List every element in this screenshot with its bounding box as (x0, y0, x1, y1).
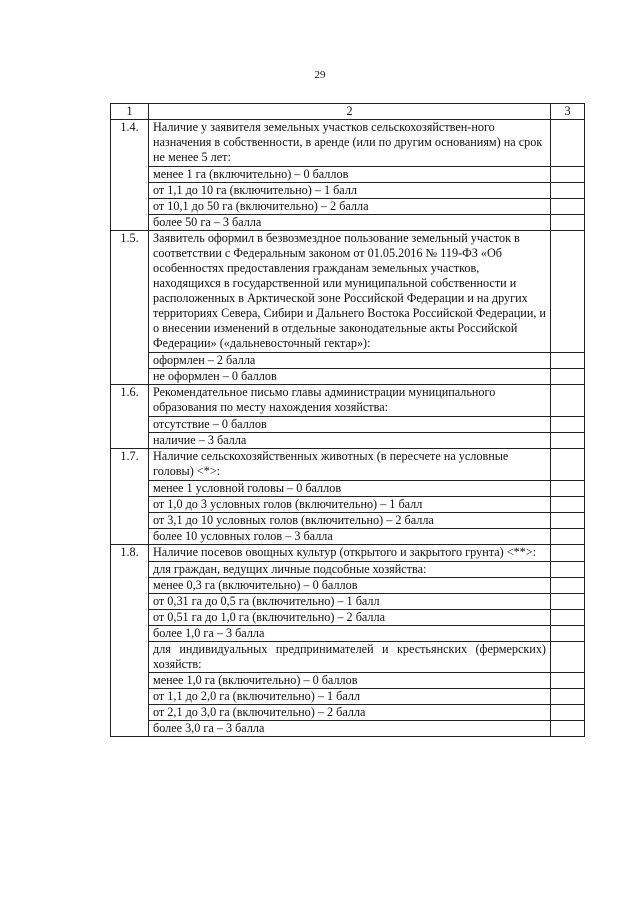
score-cell (551, 369, 585, 385)
option-text: менее 0,3 га (включительно) – 0 баллов (149, 578, 551, 594)
subgroup-heading: для граждан, ведущих личные подсобные хозяйства: (149, 562, 551, 578)
option-row (111, 513, 585, 529)
option-row (111, 705, 585, 721)
option-row (111, 353, 585, 369)
score-cell (551, 529, 585, 545)
option-text: от 0,51 га до 1,0 га (включительно) – 2 балла (149, 610, 551, 626)
score-cell (551, 449, 585, 481)
score-cell (551, 385, 585, 417)
table-header-row (111, 104, 585, 120)
criterion-number: 1.5. (111, 231, 149, 385)
score-cell (551, 167, 585, 183)
criterion-number: 1.4. (111, 120, 149, 231)
option-text: более 3,0 га – 3 балла (149, 721, 551, 737)
option-text: наличие – 3 балла (149, 433, 551, 449)
header-col-2: 2 (149, 104, 551, 120)
criteria-table (110, 103, 585, 737)
option-row (111, 610, 585, 626)
score-cell (551, 610, 585, 626)
option-text: от 2,1 до 3,0 га (включительно) – 2 балла (149, 705, 551, 721)
criterion-number: 1.7. (111, 449, 149, 545)
criterion-text: Заявитель оформил в безвозмездное пользование земельный участок в соответствии с Федеральным законом от 01.05.2016 № 119-ФЗ «Об особенностях предоставления гражданам земельных участков, находящихся в государственной или муниципальной собственности и расположенных в Арктической зоне Российской Федерации и на других территориях Севера, Сибири и Дальнего Востока Российской Федерации, и о внесении изменений в отдельные законодательные акты Российской Федерации» («дальневосточный гектар»): (149, 231, 551, 353)
subgroup-heading: для индивидуальных предпринимателей и крестьянских (фермерских) хозяйств: (149, 642, 551, 673)
score-cell (551, 433, 585, 449)
option-row (111, 689, 585, 705)
option-row (111, 199, 585, 215)
criterion-number: 1.8. (111, 545, 149, 737)
score-cell (551, 231, 585, 353)
criterion-row (111, 449, 585, 481)
criterion-number: 1.6. (111, 385, 149, 449)
score-cell (551, 626, 585, 642)
score-cell (551, 594, 585, 610)
option-text: от 1,1 до 10 га (включительно) – 1 балл (149, 183, 551, 199)
option-text: от 10,1 до 50 га (включительно) – 2 балла (149, 199, 551, 215)
score-cell (551, 513, 585, 529)
score-cell (551, 497, 585, 513)
option-row (111, 529, 585, 545)
option-row (111, 183, 585, 199)
score-cell (551, 689, 585, 705)
score-cell (551, 481, 585, 497)
page-number: 29 (314, 69, 326, 81)
score-cell (551, 673, 585, 689)
option-row (111, 626, 585, 642)
option-text: от 3,1 до 10 условных голов (включительно) – 2 балла (149, 513, 551, 529)
option-text: более 10 условных голов – 3 балла (149, 529, 551, 545)
option-row (111, 594, 585, 610)
criterion-text: Наличие посевов овощных культур (открытого и закрытого грунта) <**>: (149, 545, 551, 562)
option-row (111, 481, 585, 497)
option-text: не оформлен – 0 баллов (149, 369, 551, 385)
criterion-text: Рекомендательное письмо главы администрации муниципального образования по месту нахождения хозяйства: (149, 385, 551, 417)
option-row (111, 215, 585, 231)
option-row (111, 673, 585, 689)
score-cell (551, 705, 585, 721)
score-cell (551, 545, 585, 562)
header-col-3: 3 (551, 104, 585, 120)
option-row (111, 578, 585, 594)
score-cell (551, 417, 585, 433)
option-text: от 0,31 га до 0,5 га (включительно) – 1 балл (149, 594, 551, 610)
option-text: от 1,0 до 3 условных голов (включительно) – 1 балл (149, 497, 551, 513)
score-cell (551, 215, 585, 231)
subgroup-row (111, 562, 585, 578)
option-text: от 1,1 до 2,0 га (включительно) – 1 балл (149, 689, 551, 705)
subgroup-row (111, 642, 585, 673)
score-cell (551, 562, 585, 578)
score-cell (551, 578, 585, 594)
criterion-text: Наличие у заявителя земельных участков сельскохозяйствен-ного назначения в собственности, в аренде (или по другим основаниям) на срок не менее 5 лет: (149, 120, 551, 167)
option-text: менее 1 условной головы – 0 баллов (149, 481, 551, 497)
option-row (111, 167, 585, 183)
criterion-row (111, 120, 585, 167)
criterion-row (111, 545, 585, 562)
option-row (111, 497, 585, 513)
score-cell (551, 721, 585, 737)
criterion-row (111, 231, 585, 353)
option-text: менее 1,0 га (включительно) – 0 баллов (149, 673, 551, 689)
score-cell (551, 199, 585, 215)
option-text: менее 1 га (включительно) – 0 баллов (149, 167, 551, 183)
option-text: отсутствие – 0 баллов (149, 417, 551, 433)
score-cell (551, 120, 585, 167)
score-cell (551, 183, 585, 199)
score-cell (551, 642, 585, 673)
header-col-1: 1 (111, 104, 149, 120)
option-text: более 1,0 га – 3 балла (149, 626, 551, 642)
option-row (111, 417, 585, 433)
option-row (111, 721, 585, 737)
criterion-row (111, 385, 585, 417)
score-cell (551, 353, 585, 369)
option-row (111, 369, 585, 385)
option-text: оформлен – 2 балла (149, 353, 551, 369)
option-row (111, 433, 585, 449)
option-text: более 50 га – 3 балла (149, 215, 551, 231)
criterion-text: Наличие сельскохозяйственных животных (в пересчете на условные головы) <*>: (149, 449, 551, 481)
